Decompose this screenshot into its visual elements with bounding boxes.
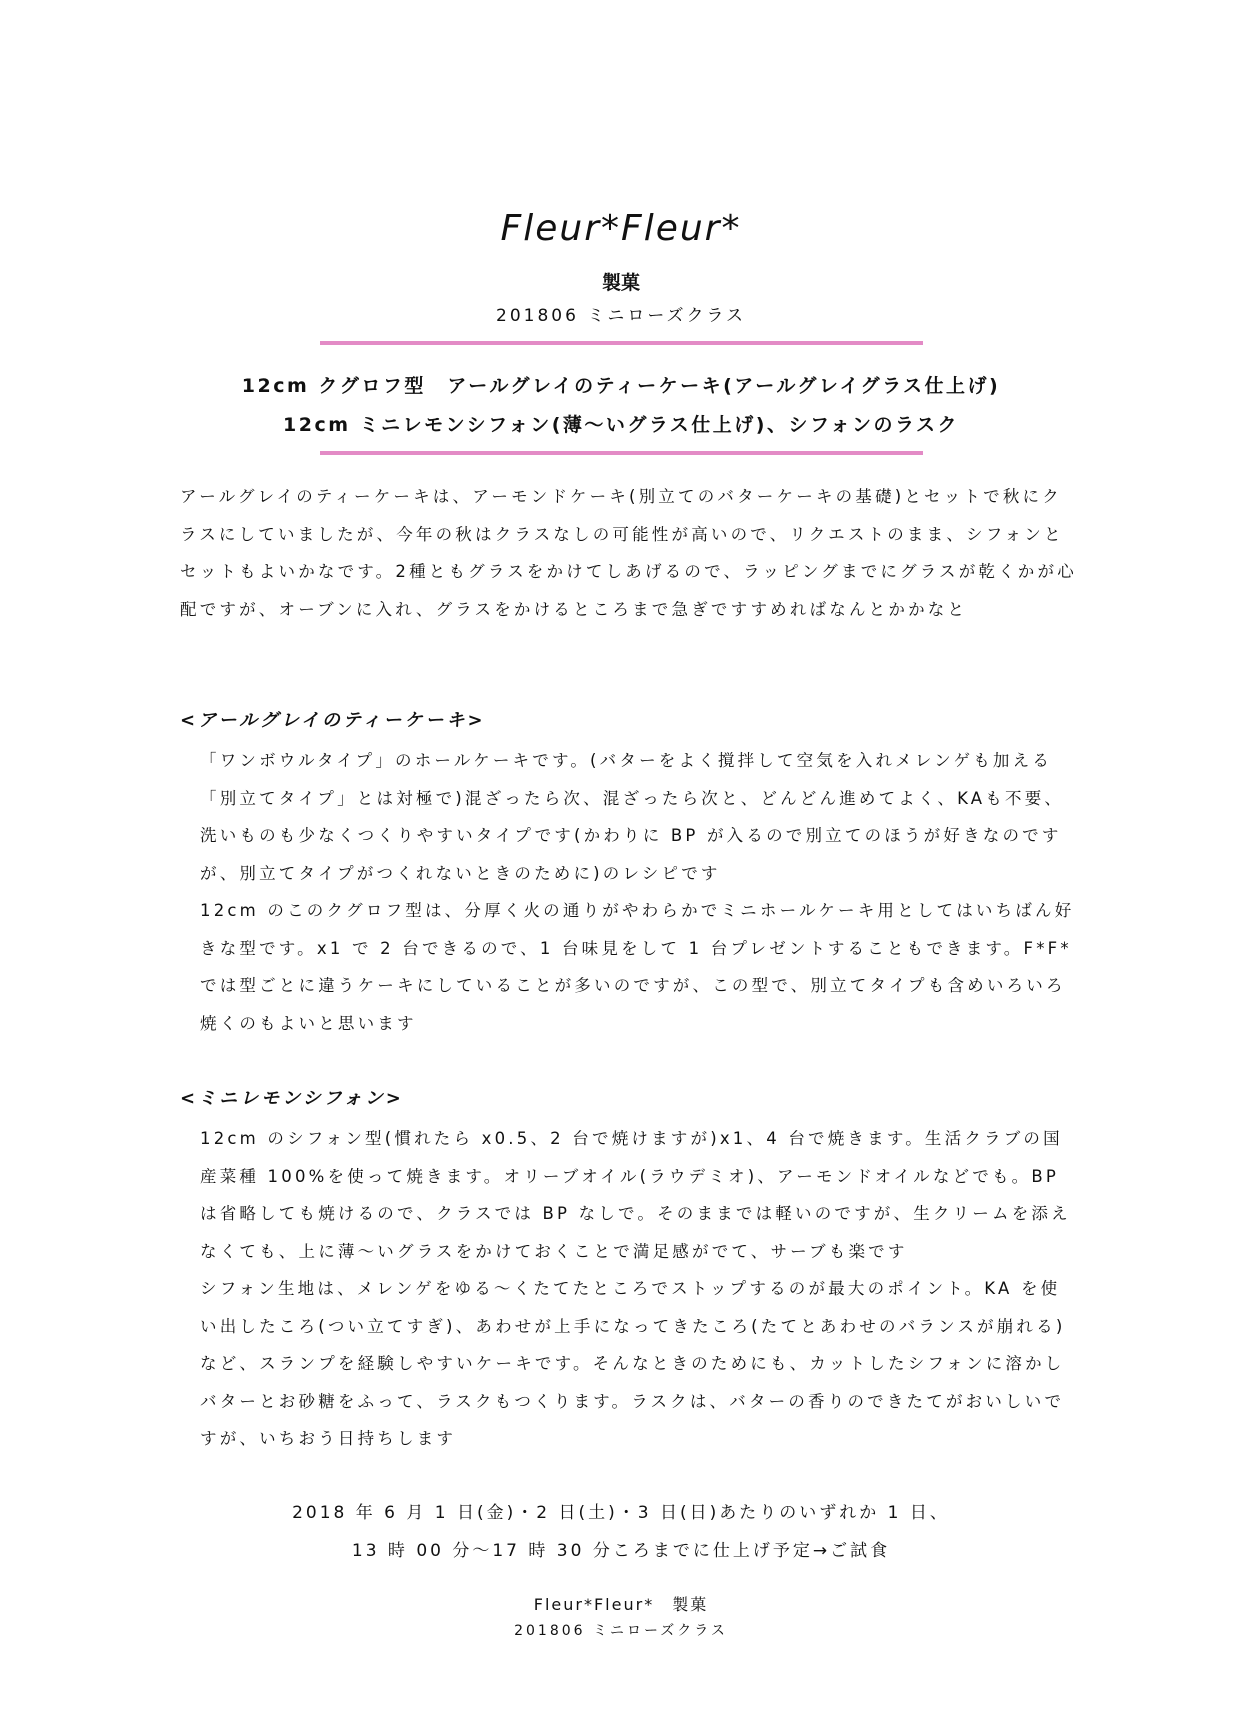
schedule-dates: 2018 年 6 月 1 日(金)・2 日(土)・3 日(日)あたりのいずれか 1 日、 xyxy=(292,1503,950,1523)
menu-title-2: 12cm ミニレモンシフォン(薄～いグラス仕上げ)、シフォンのラスク xyxy=(283,414,959,436)
earl-grey-heading: <アールグレイのティーケーキ> xyxy=(180,710,486,731)
earl-grey-paragraph: 「ワンボウルタイプ」のホールケーキです。(バターをよく撹拌して空気を入れメレンゲも加える「別立てタイプ」とは対極で)混ざったら次、混ざったら次と、どんどん進めてよく、KAも不要、洗いものも少なくつくりやすいタイプです(かわりに BP が入るので別立てのほうが好きなのですが、別立てタイプがつくれないときのために)のレシピです 12cm のこのクグロフ型は、分厚く火の通りがやわらかでミニホールケーキ用としてはいちばん好きな型です。x1 で 2 台できるので、1 台味見をして 1 台プレゼントすることもできます。F*F*では型ごとに違うケーキにしていることが多いのですが、この型で、別立てタイプも含めいろいろ焼くのもよいと思います xyxy=(200,751,1075,1033)
intro-paragraph: アールグレイのティーケーキは、アーモンドケーキ(別立てのバターケーキの基礎)とセットで秋にクラスにしていましたが、今年の秋はクラスなしの可能性が高いので、リクエストのまま、シフォンとセットもよいかなです。2種ともグラスをかけてしあげるので、ラッピングまでにグラスが乾くかが心配ですが、オーブンに入れ、グラスをかけるところまで急ぎですすめればなんとかかなと xyxy=(180,487,1077,619)
schedule-times: 13 時 00 分～17 時 30 分ころまでに仕上げ予定→ご試食 xyxy=(351,1541,891,1561)
bottom-divider xyxy=(320,451,923,455)
category-label: 製菓 xyxy=(601,272,640,294)
brand-title: Fleur*Fleur* xyxy=(500,208,742,249)
footer-brand-line xyxy=(0,1592,1242,1615)
menu-title-1: 12cm クグロフ型 アールグレイのティーケーキ(アールグレイグラス仕上げ) xyxy=(241,375,1001,397)
footer-class-name: 201806 ミニローズクラス xyxy=(514,1623,728,1639)
class-name: 201806 ミニローズクラス xyxy=(496,306,746,326)
top-divider xyxy=(320,341,923,345)
lemon-chiffon-heading: <ミニレモンシフォン> xyxy=(180,1088,404,1109)
footer-category: 製菓 xyxy=(672,1595,709,1614)
lemon-chiffon-paragraph: 12cm のシフォン型(慣れたら x0.5、2 台で焼けますが)x1、4 台で焼きます。生活クラブの国産菜種 100%を使って焼きます。オリーブオイル(ラウデミオ)、アーモンドオイルなどでも。BP は省略しても焼けるので、クラスでは BP なしで。そのままでは軽いのですが、生クリームを添えなくても、上に薄～いグラスをかけておくことで満足感がでて、サーブも楽です シフォン生地は、メレンゲをゆる～くたてたところでストップするのが最大のポイント。KA を使い出したころ(つい立てすぎ)、あわせが上手になってきたころ(たてとあわせのバランスが崩れる)など、スランプを経験しやすいケーキです。そんなときのためにも、カットしたシフォンに溶かしバターとお砂糖をふって、ラスクもつくります。ラスクは、バターの香りのできたてがおいしいですが、いちおう日持ちします xyxy=(200,1129,1071,1448)
footer-brand: Fleur*Fleur* xyxy=(533,1595,655,1614)
